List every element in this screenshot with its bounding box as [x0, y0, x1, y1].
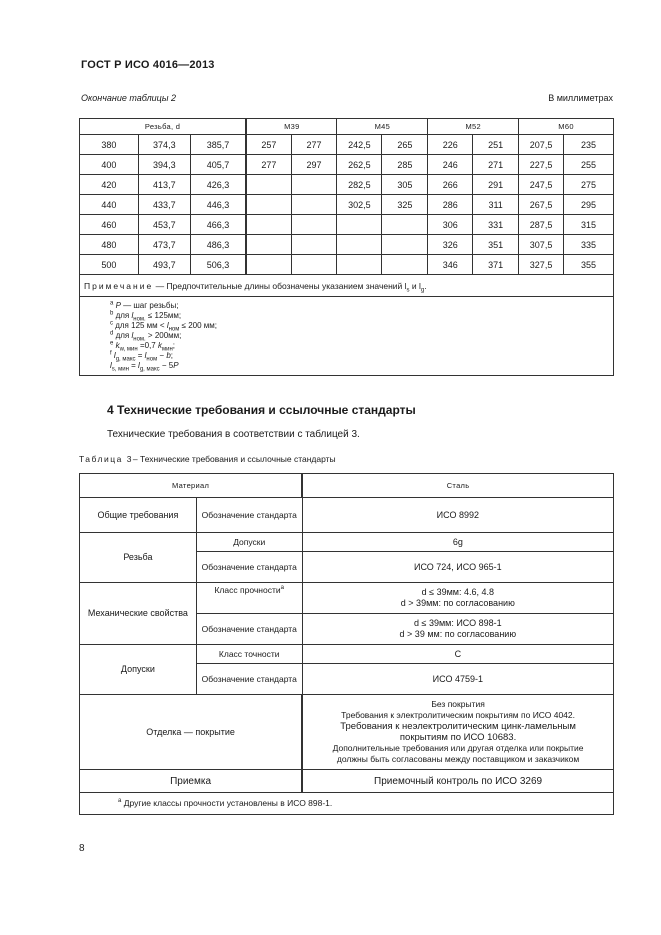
table2-cell: 297 — [291, 155, 337, 175]
table2-body — [80, 135, 614, 275]
tol-label: Допуски — [80, 645, 197, 695]
acceptance-label: Приемка — [80, 770, 303, 793]
table2-cell — [382, 215, 428, 235]
table2-cell: 335 — [564, 235, 614, 255]
table2-cell: 315 — [564, 215, 614, 235]
table2-cell: 282,5 — [337, 175, 382, 195]
table2-cell: 257 — [246, 135, 291, 155]
table2-cell: 346 — [428, 255, 473, 275]
table2-cell: 275 — [564, 175, 614, 195]
table2-cell: 307,5 — [519, 235, 564, 255]
table2-row — [80, 215, 614, 235]
footnote-c: $^c$ для 125 мм < $l_{ном} \le 200$ мм; — [110, 320, 218, 333]
table2-cell: 277 — [246, 155, 291, 175]
table2-cell: 420 — [80, 175, 139, 195]
footnote-ls: $l_{s, мин} = l_{g, макс} - 5P$ — [110, 361, 179, 373]
tol-class-value: C — [302, 645, 613, 664]
table2-footnotes — [80, 297, 614, 376]
table2-cell — [246, 215, 291, 235]
page-number: 8 — [79, 843, 85, 854]
table2-cell — [291, 215, 337, 235]
table2-cell: 394,3 — [138, 155, 190, 175]
table2-cell: 326 — [428, 235, 473, 255]
footnote-b: $^b$ для $l_{ном.} \le 125мм$; — [110, 310, 182, 323]
section-4-title: 4 Технические требования и ссылочные стандарты — [107, 403, 416, 417]
row-acceptance — [80, 770, 614, 793]
footnote-a: $^a$ P — шаг резьбы; — [110, 300, 179, 310]
mech-label: Механические свойства — [80, 583, 197, 645]
general-std-value: ИСО 8992 — [302, 498, 613, 533]
table2-cell — [246, 175, 291, 195]
table3-footnote-row — [80, 793, 614, 815]
table2-cell: 265 — [382, 135, 428, 155]
table2-cell: 351 — [473, 235, 519, 255]
table2-cell: 295 — [564, 195, 614, 215]
table2-cell: 242,5 — [337, 135, 382, 155]
table2-cell: 380 — [80, 135, 139, 155]
footnote-e: $^e$ $k_{w, мин} =0,7$ $k_{мин}$; — [110, 340, 175, 353]
table2-cell — [246, 235, 291, 255]
table2-cell: 493,7 — [138, 255, 190, 275]
table2-cell: 305 — [382, 175, 428, 195]
table2-cell — [337, 235, 382, 255]
table2-cell — [382, 235, 428, 255]
row-mech-class — [80, 583, 614, 614]
col-material: Материал — [80, 474, 303, 498]
table2-cell: 440 — [80, 195, 139, 215]
table2-cell: 371 — [473, 255, 519, 275]
table2-cell: 331 — [473, 215, 519, 235]
table2-cell: 262,5 — [337, 155, 382, 175]
table2-row — [80, 135, 614, 155]
tol-std-value: ИСО 4759-1 — [302, 664, 613, 695]
table3-caption: Таблица 3– Технические требования и ссылочные стандарты — [79, 454, 336, 464]
section-4-text: Технические требования в соответствии с таблицей 3. — [107, 429, 360, 440]
mech-std-label: Обозначение стандарта — [196, 614, 302, 645]
table2-cell: 327,5 — [519, 255, 564, 275]
col-m60: M60 — [519, 119, 614, 135]
tol-class-label: Класс точности — [196, 645, 302, 664]
table2-cell: 226 — [428, 135, 473, 155]
footnote-d: $^d$ для $l_{ном.} > 200мм$; — [110, 330, 182, 343]
table2-cell: 306 — [428, 215, 473, 235]
table2-row — [80, 155, 614, 175]
col-m39: M39 — [246, 119, 337, 135]
finish-value: Без покрытия Требования к электролитическим покрытиям по ИСО 4042. Требования к неэлектролитическим цинк-ламельным покрытиям по ИСО 10683. Дополнительные требования или другая отделка или покрытие должны быть согласованы между поставщиком и заказчиком — [302, 695, 613, 770]
col-m52: M52 — [428, 119, 519, 135]
table2-cell: 486,3 — [190, 235, 246, 255]
table2-cell — [246, 195, 291, 215]
table2-cell — [291, 195, 337, 215]
row-general — [80, 498, 614, 533]
table2-cell: 277 — [291, 135, 337, 155]
table2-cell: 405,7 — [190, 155, 246, 175]
table2-cell: 302,5 — [337, 195, 382, 215]
thread-std-label: Обозначение стандарта — [196, 552, 302, 583]
thread-label: Резьба — [80, 533, 197, 583]
acceptance-value: Приемочный контроль по ИСО 3269 — [302, 770, 613, 793]
table2-cell: 235 — [564, 135, 614, 155]
document-code-header: ГОСТ Р ИСО 4016—2013 — [81, 59, 215, 71]
row-tol-class — [80, 645, 614, 664]
table2-units: В миллиметрах — [548, 93, 613, 103]
table2-row — [80, 255, 614, 275]
thread-tol-label: Допуски — [196, 533, 302, 552]
table2-cell: 285 — [382, 155, 428, 175]
table2-cell: 426,3 — [190, 175, 246, 195]
table2-cell: 453,7 — [138, 215, 190, 235]
table2-cell: 385,7 — [190, 135, 246, 155]
table2-cell: 246 — [428, 155, 473, 175]
table2-cell: 207,5 — [519, 135, 564, 155]
table2-cell: 433,7 — [138, 195, 190, 215]
table2-row — [80, 195, 614, 215]
tol-std-label: Обозначение стандарта — [196, 664, 302, 695]
table2-cell: 413,7 — [138, 175, 190, 195]
table2-note-row — [80, 275, 614, 297]
table2-cell — [291, 255, 337, 275]
table-2 — [79, 118, 614, 376]
table2-cell: 227,5 — [519, 155, 564, 175]
table2-cell: 287,5 — [519, 215, 564, 235]
table2-cell — [246, 255, 291, 275]
table2-cell: 506,3 — [190, 255, 246, 275]
table2-cell: 374,3 — [138, 135, 190, 155]
table2-cell — [382, 255, 428, 275]
table2-cell — [291, 175, 337, 195]
table3-footnote: $^a$ Другие классы прочности установлены в ИСО 898-1. — [80, 793, 614, 815]
table2-cell: 500 — [80, 255, 139, 275]
table2-cell: 311 — [473, 195, 519, 215]
col-m45: M45 — [337, 119, 428, 135]
mech-class-value: d ≤ 39мм: 4.6, 4.8 d > 39мм: по согласованию — [302, 583, 613, 614]
col-thread-d: Резьба, d — [80, 119, 247, 135]
finish-label: Отделка — покрытие — [80, 695, 303, 770]
table2-cell — [291, 235, 337, 255]
general-label: Общие требования — [80, 498, 197, 533]
table2-cell: 466,3 — [190, 215, 246, 235]
table2-cell: 480 — [80, 235, 139, 255]
table2-cell: 267,5 — [519, 195, 564, 215]
table2-row — [80, 235, 614, 255]
mech-class-label: Класс прочности$^a$ — [196, 583, 302, 614]
table2-cell: 247,5 — [519, 175, 564, 195]
table2-cell: 266 — [428, 175, 473, 195]
table2-cell: 325 — [382, 195, 428, 215]
table2-cell — [337, 215, 382, 235]
table2-continuation-caption: Окончание таблицы 2 — [81, 93, 176, 103]
general-std-label: Обозначение стандарта — [196, 498, 302, 533]
table3-header-row — [80, 474, 614, 498]
thread-std-value: ИСО 724, ИСО 965-1 — [302, 552, 613, 583]
row-finish — [80, 695, 614, 770]
table2-header-row — [80, 119, 614, 135]
table2-cell: 255 — [564, 155, 614, 175]
table2-cell: 355 — [564, 255, 614, 275]
footnote-f: $^f$ $l_{g, макс} = l_{ном} - b$; — [110, 350, 174, 363]
table2-cell: 460 — [80, 215, 139, 235]
table2-cell: 286 — [428, 195, 473, 215]
col-steel: Сталь — [302, 474, 613, 498]
mech-std-value: d ≤ 39мм: ИСО 898-1 d > 39 мм: по согласованию — [302, 614, 613, 645]
table2-cell: 291 — [473, 175, 519, 195]
table-3 — [79, 473, 614, 815]
table2-cell — [337, 255, 382, 275]
table2-cell: 400 — [80, 155, 139, 175]
table2-note: Примечание — Предпочтительные длины обозначены указанием значений $l_s$ и $l_g$. — [80, 275, 614, 297]
table2-footnotes-row — [80, 297, 614, 376]
table2-cell: 271 — [473, 155, 519, 175]
table2-cell: 446,3 — [190, 195, 246, 215]
row-thread-tol — [80, 533, 614, 552]
table2-row — [80, 175, 614, 195]
thread-tol-value: 6g — [302, 533, 613, 552]
table2-cell: 473,7 — [138, 235, 190, 255]
table2-cell: 251 — [473, 135, 519, 155]
